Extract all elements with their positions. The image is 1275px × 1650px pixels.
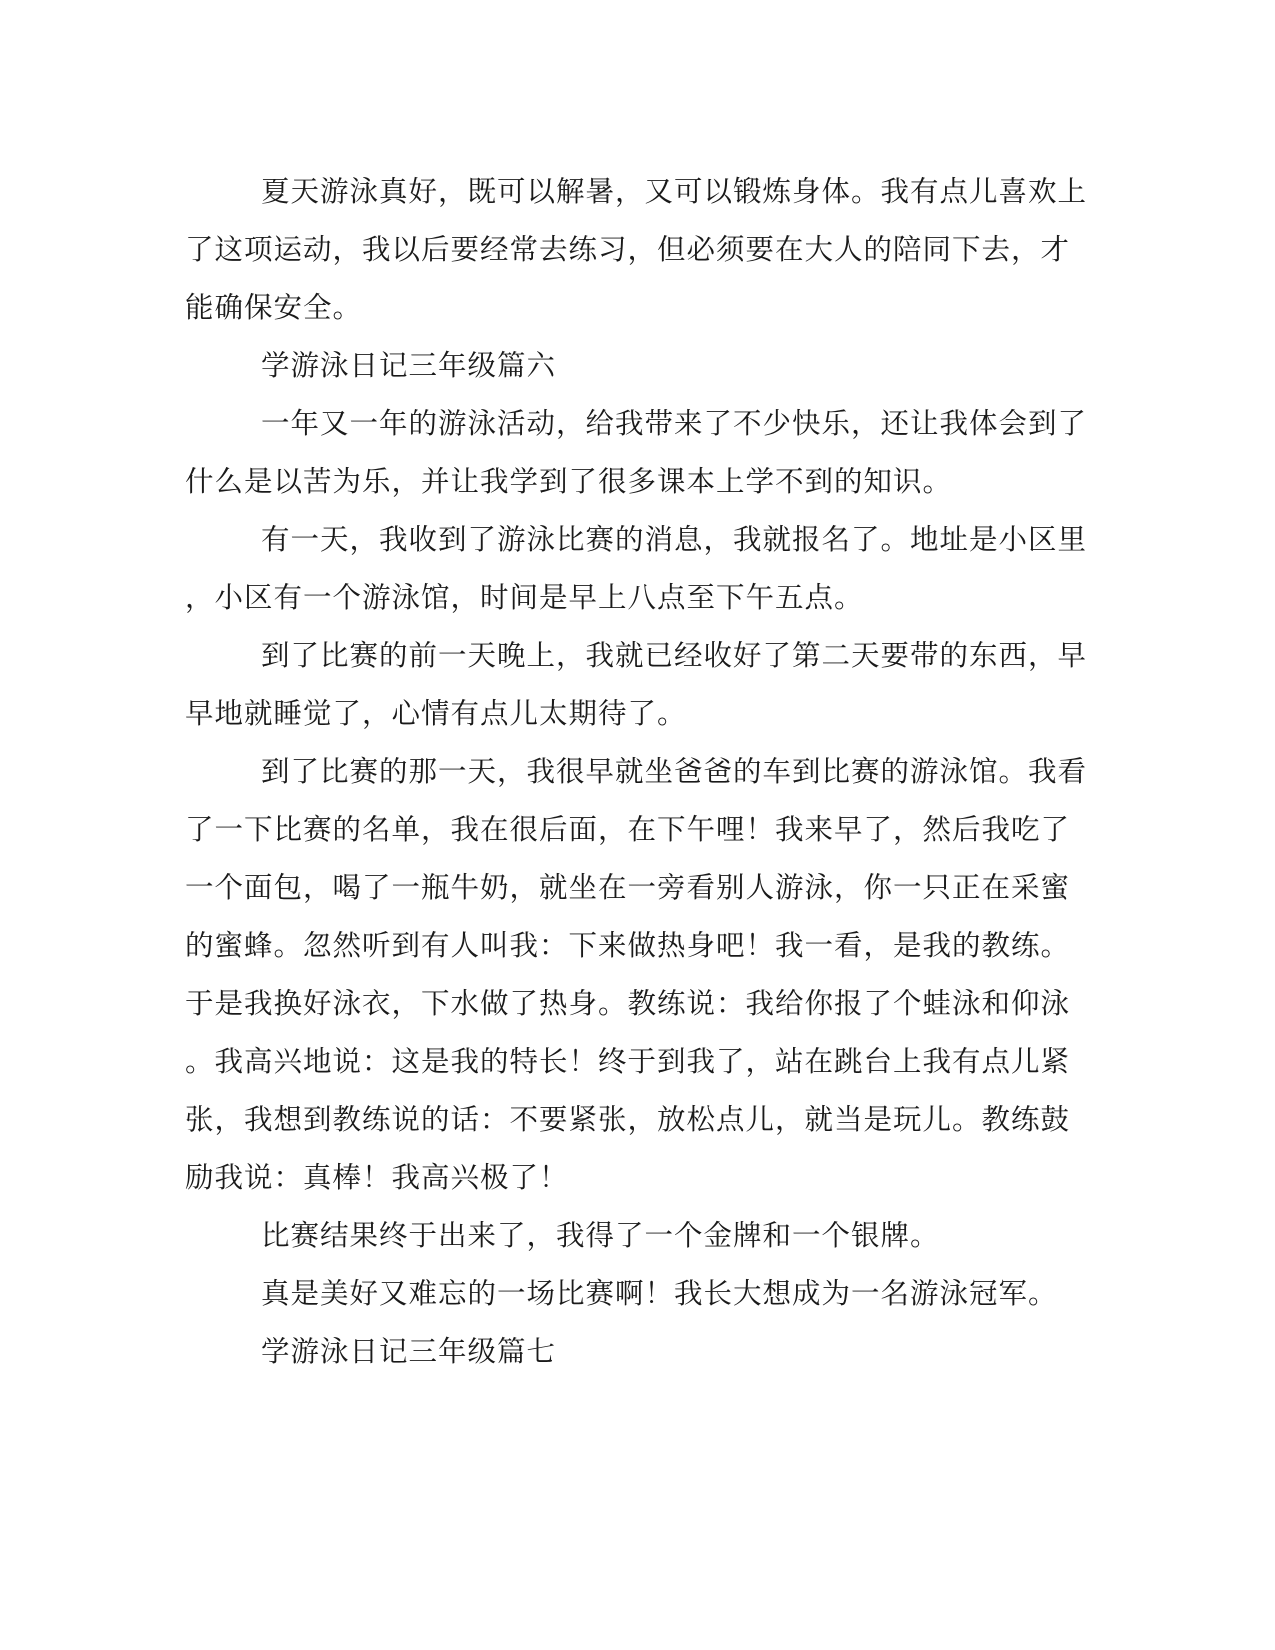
paragraph-line: 到了比赛的前一天晚上，我就已经收好了第二天要带的东西，早 [261,639,1088,672]
paragraph-line: 一年又一年的游泳活动，给我带来了不少快乐，还让我体会到了 [261,407,1088,440]
paragraph-line: 的蜜蜂。忽然听到有人叫我：下来做热身吧！我一看，是我的教练。 [185,929,1071,962]
paragraph-line: 比赛结果终于出来了，我得了一个金牌和一个银牌。 [261,1219,940,1252]
paragraph-line: 于是我换好泳衣，下水做了热身。教练说：我给你报了个蛙泳和仰泳 [185,987,1071,1020]
paragraph-line: 什么是以苦为乐，并让我学到了很多课本上学不到的知识。 [185,465,953,498]
paragraph-line: 一个面包，喝了一瓶牛奶，就坐在一旁看别人游泳，你一只正在采蜜 [185,871,1071,904]
paragraph-line: 早地就睡觉了，心情有点儿太期待了。 [185,697,687,730]
paragraph [185,743,1088,1207]
paragraph-line: 夏天游泳真好，既可以解暑，又可以锻炼身体。我有点儿喜欢上 [261,175,1088,208]
paragraph-line: 励我说：真棒！我高兴极了！ [185,1161,569,1194]
paragraph-line: 真是美好又难忘的一场比赛啊！我长大想成为一名游泳冠军。 [261,1277,1058,1310]
paragraph [185,163,1088,337]
paragraph-line: 有一天，我收到了游泳比赛的消息，我就报名了。地址是小区里 [261,523,1088,556]
heading-text: 学游泳日记三年级篇七 [261,1335,557,1368]
paragraph-line: 了一下比赛的名单，我在很后面，在下午哩！我来早了，然后我吃了 [185,813,1071,846]
section-heading [185,337,1055,395]
section-heading [185,1323,1055,1381]
paragraph [185,1265,1058,1323]
paragraph [185,1207,1055,1265]
paragraph-line: 了这项运动，我以后要经常去练习，但必须要在大人的陪同下去，才 [185,233,1071,266]
heading-text: 学游泳日记三年级篇六 [261,349,557,382]
paragraph [185,395,1088,511]
paragraph-line: 到了比赛的那一天，我很早就坐爸爸的车到比赛的游泳馆。我看 [261,755,1088,788]
paragraph-line: 张，我想到教练说的话：不要紧张，放松点儿，就当是玩儿。教练鼓 [185,1103,1071,1136]
paragraph [185,627,1088,743]
paragraph-line: 能确保安全。 [185,291,363,324]
document-body [185,163,1088,1381]
paragraph-line: 。我高兴地说：这是我的特长！终于到我了，站在跳台上我有点儿紧 [185,1045,1071,1078]
paragraph [185,511,1088,627]
paragraph-line: ，小区有一个游泳馆，时间是早上八点至下午五点。 [185,581,864,614]
